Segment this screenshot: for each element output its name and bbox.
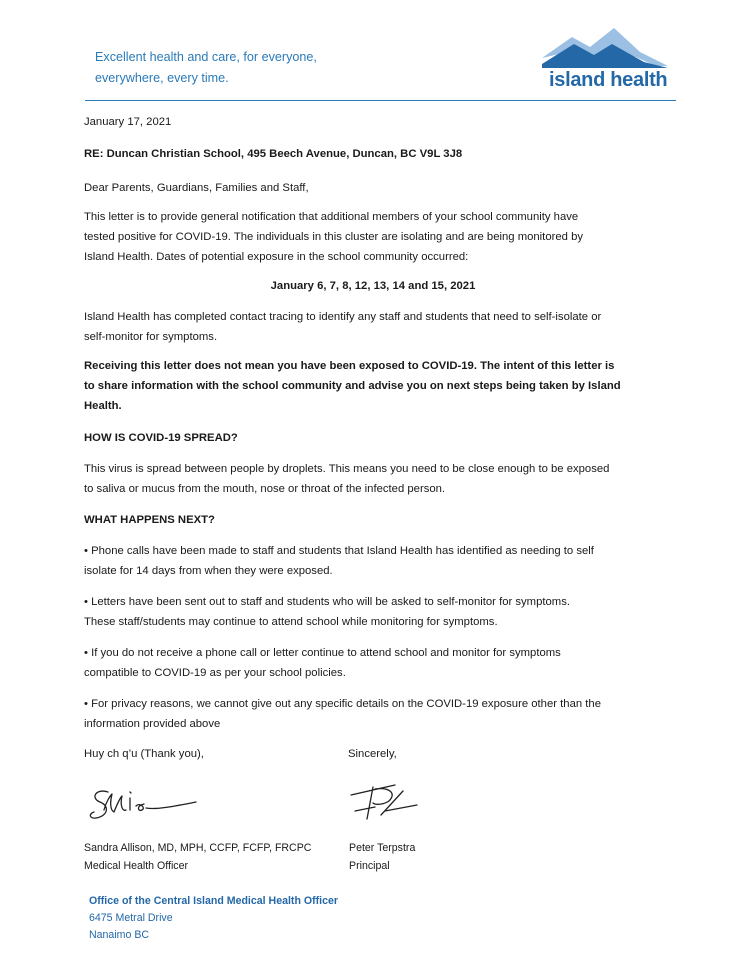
bullet-4-line-1: • For privacy reasons, we cannot give out any specific details on the COVID-19 exposure other than the <box>84 698 601 710</box>
contact-tracing-line-2: self-monitor for symptoms. <box>84 331 218 343</box>
salutation: Dear Parents, Guardians, Families and Staff, <box>84 182 309 194</box>
sandra-allison-signature <box>86 780 201 825</box>
left-signatory-title: Medical Health Officer <box>84 860 189 872</box>
spread-line-2: to saliva or mucus from the mouth, nose or throat of the infected person. <box>84 483 446 495</box>
intro-line-2: tested positive for COVID-19. The individuals in this cluster are isolating and are being monitored by <box>84 231 583 243</box>
logo-wordmark: island health <box>549 69 668 91</box>
bullet-2-line-1: • Letters have been sent out to staff and students who will be asked to self-monitor for symptoms. <box>84 596 570 608</box>
left-closing: Huy ch q’u (Thank you), <box>84 748 204 760</box>
footer-office: Office of the Central Island Medical Health Officer <box>89 895 339 907</box>
tagline-line-2: everywhere, every time. <box>95 71 229 85</box>
intro-line-3: Island Health. Dates of potential exposure in the school community occurred: <box>84 251 469 263</box>
notice-line-2: to share information with the school community and advise you on next steps being taken by Island <box>84 380 621 392</box>
footer-address-line-2: Nanaimo BC <box>89 929 150 941</box>
next-heading: WHAT HAPPENS NEXT? <box>84 514 215 526</box>
right-closing: Sincerely, <box>348 748 397 760</box>
right-signatory-name: Peter Terpstra <box>349 842 416 854</box>
notice-line-3: Health. <box>84 400 122 412</box>
footer-address-line-1: 6475 Metral Drive <box>89 912 173 924</box>
left-signatory-name: Sandra Allison, MD, MPH, CCFP, FCFP, FRCPC <box>84 842 312 854</box>
contact-tracing-line-1: Island Health has completed contact tracing to identify any staff and students that need to self-isolate or <box>84 311 602 323</box>
bullet-3-line-1: • If you do not receive a phone call or letter continue to attend school and monitor for symptoms <box>84 647 561 659</box>
bullet-3-line-2: compatible to COVID-19 as per your school policies. <box>84 667 346 679</box>
spread-heading: HOW IS COVID-19 SPREAD? <box>84 432 238 444</box>
bullet-4-line-2: information provided above <box>84 718 221 730</box>
bullet-1-line-1: • Phone calls have been made to staff and students that Island Health has identified as needing to self <box>84 545 594 557</box>
letter-date: January 17, 2021 <box>84 116 172 128</box>
header-divider <box>85 100 676 101</box>
intro-line-1: This letter is to provide general notification that additional members of your school community have <box>84 211 579 223</box>
peter-terpstra-signature <box>345 775 425 825</box>
bullet-1-line-2: isolate for 14 days from when they were exposed. <box>84 565 333 577</box>
spread-line-1: This virus is spread between people by droplets. This means you need to be close enough to be exposed <box>84 463 610 475</box>
re-line: RE: Duncan Christian School, 495 Beech Avenue, Duncan, BC V9L 3J8 <box>84 148 463 160</box>
tagline-line-1: Excellent health and care, for everyone, <box>95 50 317 64</box>
exposure-dates: January 6, 7, 8, 12, 13, 14 and 15, 2021 <box>270 280 476 292</box>
right-signatory-title: Principal <box>349 860 390 872</box>
bullet-2-line-2: These staff/students may continue to attend school while monitoring for symptoms. <box>84 616 498 628</box>
tagline <box>95 47 317 89</box>
notice-line-1: Receiving this letter does not mean you have been exposed to COVID-19. The intent of this letter is <box>84 360 615 372</box>
